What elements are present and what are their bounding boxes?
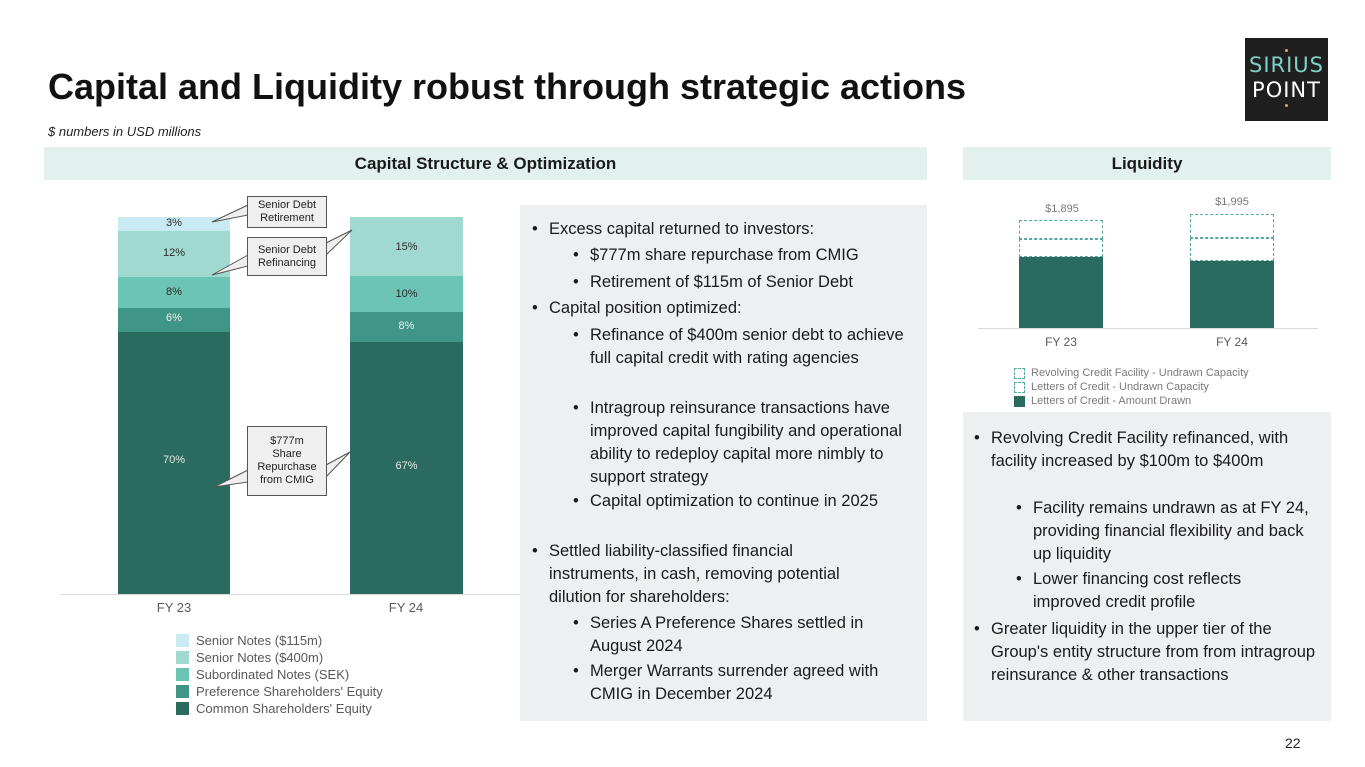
bullet-item	[974, 427, 1324, 473]
bullet-text: Merger Warrants surrender agreed with CMIG in December 2024	[590, 662, 879, 703]
legend-item	[1014, 366, 1249, 380]
legend-label: Common Shareholders' Equity	[196, 701, 372, 716]
bullet-text: Lower financing cost reflects improved credit profile	[1033, 570, 1242, 611]
callout-pointers	[0, 0, 520, 600]
legend-label: Revolving Credit Facility - Undrawn Capacity	[1031, 367, 1249, 379]
legend-label: Senior Notes ($400m)	[196, 650, 324, 665]
total-label: $1,895	[1045, 203, 1079, 215]
x-tick-label: FY 23	[1045, 335, 1077, 349]
bullet-text: Capital optimization to continue in 2025	[590, 492, 879, 510]
liquidity-chart-legend	[1014, 366, 1249, 408]
bullet-item	[1016, 497, 1321, 566]
logo-line-2: POINT	[1252, 78, 1321, 102]
legend-swatch	[1014, 396, 1025, 407]
bullet-icon: •	[1016, 499, 1022, 517]
legend-item	[1014, 394, 1249, 408]
total-label: $1,995	[1215, 196, 1249, 208]
data-label: 15%	[395, 241, 418, 253]
legend-swatch	[1014, 382, 1025, 393]
bullet-text: Revolving Credit Facility refinanced, with facility increased by $100m to $400m	[991, 429, 1289, 470]
legend-swatch	[1014, 368, 1025, 379]
bullet-icon: •	[532, 299, 538, 317]
bullet-icon: •	[573, 614, 579, 632]
legend-label: Subordinated Notes (SEK)	[196, 667, 350, 682]
legend-item	[176, 649, 383, 666]
liquidity-section-header: Liquidity	[963, 147, 1331, 180]
legend-item	[176, 700, 383, 717]
bullet-icon: •	[1016, 570, 1022, 588]
legend-item	[176, 632, 383, 649]
bullet-text: Retirement of $115m of Senior Debt	[590, 273, 853, 291]
bullet-text: $777m share repurchase from CMIG	[590, 246, 859, 264]
callout-share-repurchase: $777m Share Repurchase from CMIG	[247, 426, 327, 496]
bullet-icon: •	[573, 399, 579, 417]
data-label: 8%	[166, 286, 182, 298]
bar-segment-loc-undrawn-fy23	[1019, 239, 1103, 257]
legend-item	[1014, 380, 1249, 394]
x-axis-line	[978, 328, 1318, 329]
legend-swatch	[176, 651, 189, 664]
bullet-icon: •	[532, 542, 538, 560]
bullet-item	[573, 271, 913, 294]
units-note: $ numbers in USD millions	[48, 124, 202, 139]
legend-swatch	[176, 685, 189, 698]
data-label: 8%	[398, 320, 415, 332]
bullet-icon: •	[573, 273, 579, 291]
bullet-text: Refinance of $400m senior debt to achieve full capital credit with rating agencies	[590, 326, 904, 367]
bullet-text: Settled liability-classified financial instruments, in cash, removing potential dilution for shareholders:	[549, 542, 840, 606]
bullet-icon: •	[974, 429, 980, 447]
bullet-icon: •	[532, 220, 538, 238]
company-logo	[1245, 38, 1328, 121]
bullet-item	[573, 324, 913, 370]
bullet-item	[532, 218, 917, 241]
logo-line-1: SIRIUS	[1248, 53, 1324, 77]
callout-senior-debt-retirement: Senior Debt Retirement	[247, 196, 327, 228]
x-tick-label: FY 23	[156, 600, 192, 615]
bullet-item	[1016, 568, 1321, 614]
bullet-icon: •	[573, 492, 579, 510]
callout-senior-debt-refinancing: Senior Debt Refinancing	[247, 237, 327, 276]
legend-swatch	[176, 702, 189, 715]
page-title: Capital and Liquidity robust through strategic actions	[48, 66, 967, 107]
data-label: 10%	[395, 288, 418, 300]
bar-segment-loc-drawn-fy23	[1019, 257, 1103, 328]
bullet-text: Excess capital returned to investors:	[549, 220, 815, 238]
capital-section-header: Capital Structure & Optimization	[44, 147, 927, 180]
legend-label: Letters of Credit - Undrawn Capacity	[1031, 381, 1209, 393]
logo-dot-icon	[1285, 49, 1288, 52]
bullet-item	[573, 612, 913, 658]
bar-segment-loc-undrawn-fy24	[1190, 238, 1274, 261]
bullet-text: Series A Preference Shares settled in August 2024	[590, 614, 864, 655]
data-label: 12%	[162, 247, 186, 259]
capital-chart-legend	[176, 632, 383, 717]
data-label: 3%	[166, 217, 182, 229]
legend-label: Senior Notes ($115m)	[196, 633, 323, 648]
legend-label: Preference Shareholders' Equity	[196, 684, 383, 699]
legend-label: Letters of Credit - Amount Drawn	[1031, 395, 1192, 407]
bar-segment-rcf-fy24	[1190, 214, 1274, 238]
bullet-item	[573, 244, 913, 267]
data-label: 70%	[162, 454, 186, 466]
bar-segment-rcf-fy23	[1019, 220, 1103, 239]
legend-swatch	[176, 668, 189, 681]
bullet-item	[974, 618, 1326, 687]
bullet-text: Intragroup reinsurance transactions have improved capital fungibility and operational ability to redeploy capital more nimbly to support strategy	[590, 399, 902, 486]
logo-dot-icon	[1285, 104, 1288, 107]
bullet-icon: •	[573, 326, 579, 344]
bullet-text: Greater liquidity in the upper tier of the Group's entity structure from from intragroup reinsurance & other transactions	[991, 620, 1316, 684]
legend-item	[176, 666, 383, 683]
bullet-item	[532, 540, 917, 609]
x-tick-label: FY 24	[388, 600, 424, 615]
bullet-text: Facility remains undrawn as at FY 24, providing financial flexibility and back up liquidity	[1033, 499, 1309, 563]
bullet-icon: •	[573, 662, 579, 680]
bullet-icon: •	[573, 246, 579, 264]
bullet-icon: •	[974, 620, 980, 638]
legend-swatch	[176, 634, 189, 647]
bullet-item	[532, 297, 917, 320]
x-tick-label: FY 24	[1216, 335, 1248, 349]
page-number: 22	[1285, 735, 1301, 751]
data-label: 67%	[395, 460, 418, 472]
bullet-text: Capital position optimized:	[549, 299, 742, 317]
legend-item	[176, 683, 383, 700]
bullet-item	[573, 490, 913, 513]
data-label: 6%	[166, 312, 182, 324]
bar-segment-loc-drawn-fy24	[1190, 261, 1274, 328]
bullet-item	[573, 397, 913, 489]
bullet-item	[573, 660, 923, 706]
